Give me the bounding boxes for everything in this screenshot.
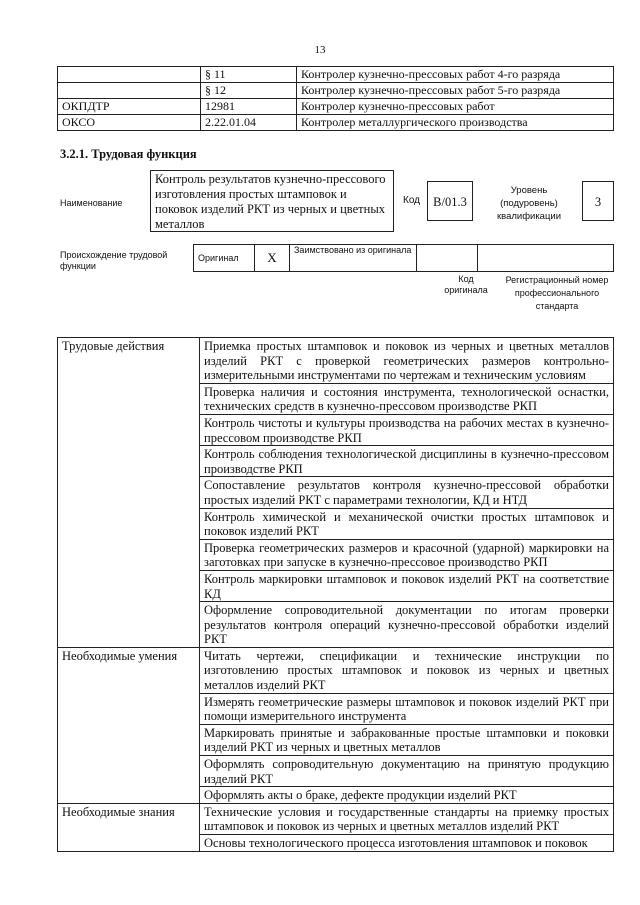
- code-name-cell: [58, 67, 201, 83]
- original-mark: X: [255, 245, 290, 272]
- section-heading: Необходимые умения: [58, 647, 200, 803]
- requirement-item: Технические условия и государственные стандарты на приемку простых штамповок и поковок из черных и цветных металлов изделий РКТ: [200, 803, 614, 834]
- code-cell: 2.22.01.04: [201, 115, 297, 131]
- level-label: Уровень (подуровень) квалификации: [496, 185, 562, 222]
- requirement-item: Сопоставление результатов контроля кузнечно-прессовой обработки простых изделий РКТ с параметрами технологии, КД и НТД: [200, 477, 614, 508]
- code-original-caption: Код оригинала: [444, 274, 488, 295]
- borrowed-label: Заимствовано из оригинала: [290, 245, 417, 272]
- table-row: [58, 338, 614, 384]
- requirement-item: Проверка геометрических размеров и красочной (ударной) маркировки на заготовках при запуске в кузнечно-прессовое производство РКП: [200, 539, 614, 570]
- requirement-item: Маркировать принятые и забракованные простые штамповки и поковки изделий РКТ из черных и цветных металлов: [200, 724, 614, 755]
- code-value: B/01.3: [427, 181, 473, 221]
- table-row: [58, 647, 614, 693]
- code-label: Код: [403, 195, 421, 206]
- original-label: Оригинал: [194, 245, 255, 272]
- level-value: 3: [582, 181, 614, 221]
- section-title: 3.2.1. Трудовая функция: [60, 147, 197, 161]
- function-name-value: Контроль результатов кузнечно-прессового изготовления простых штамповок и поковок изделий РКТ из черных и цветных металлов: [150, 170, 394, 232]
- origin-label: Происхождение трудовой функции: [60, 250, 168, 271]
- reg-number-cell: [478, 245, 614, 272]
- codes-table: [57, 66, 614, 131]
- section-heading: Необходимые знания: [58, 803, 200, 851]
- requirement-item: Контроль чистоты и культуры производства на рабочих местах в кузнечно-прессовом производстве РКП: [200, 414, 614, 445]
- requirement-item: Измерять геометрические размеры штамповок и поковок изделий РКТ при помощи измерительного инструмента: [200, 693, 614, 724]
- code-original-cell: [417, 245, 478, 272]
- code-cell: § 11: [201, 67, 297, 83]
- requirement-item: Оформление сопроводительной документации по итогам проверки результатов контроля операций кузнечно-прессовой обработки изделий РКТ: [200, 602, 614, 648]
- code-name-cell: ОКПДТР: [58, 99, 201, 115]
- table-row: [58, 803, 614, 834]
- requirement-item: Контроль химической и механической очистки простых штамповок и поковок изделий РКТ: [200, 508, 614, 539]
- requirement-item: Контроль соблюдения технологической дисциплины в кузнечно-прессовом производстве РКП: [200, 446, 614, 477]
- code-name-cell: [58, 83, 201, 99]
- name-label: Наименование: [60, 198, 123, 208]
- page-number: 13: [314, 44, 326, 56]
- codes-row: [58, 67, 614, 83]
- requirement-item: Приемка простых штамповок и поковок из черных и цветных металлов изделий РКТ с проверкой геометрических размеров контрольно-измерительными инструментами по чертежам и техническим условиям: [200, 338, 614, 384]
- code-title-cell: Контролер металлургического производства: [297, 115, 614, 131]
- code-cell: § 12: [201, 83, 297, 99]
- origin-table: [193, 244, 614, 272]
- requirement-item: Оформлять сопроводительную документацию на принятую продукцию изделий РКТ: [200, 756, 614, 787]
- requirement-item: Контроль маркировки штамповок и поковок изделий РКТ на соответствие КД: [200, 570, 614, 601]
- code-title-cell: Контролер кузнечно-прессовых работ: [297, 99, 614, 115]
- code-title-cell: Контролер кузнечно-прессовых работ 4-го разряда: [297, 67, 614, 83]
- requirement-item: Читать чертежи, спецификации и технические инструкции по изготовлению простых штамповок и поковок из черных и цветных металлов изделий РКТ: [200, 647, 614, 693]
- codes-row: [58, 115, 614, 131]
- section-heading: Трудовые действия: [58, 338, 200, 648]
- code-title-cell: Контролер кузнечно-прессовых работ 5-го разряда: [297, 83, 614, 99]
- requirement-item: Проверка наличия и состояния инструмента, технологической оснастки, технических средств в кузнечно-прессовом производстве РКП: [200, 383, 614, 414]
- code-name-cell: ОКСО: [58, 115, 201, 131]
- reg-number-caption: Регистрационный номер профессионального стандарта: [505, 275, 609, 311]
- codes-row: [58, 99, 614, 115]
- code-cell: 12981: [201, 99, 297, 115]
- requirement-item: Основы технологического процесса изготовления штамповок и поковок: [200, 835, 614, 852]
- requirement-item: Оформлять акты о браке, дефекте продукции изделий РКТ: [200, 787, 614, 804]
- function-details-table: [57, 337, 614, 852]
- codes-row: [58, 83, 614, 99]
